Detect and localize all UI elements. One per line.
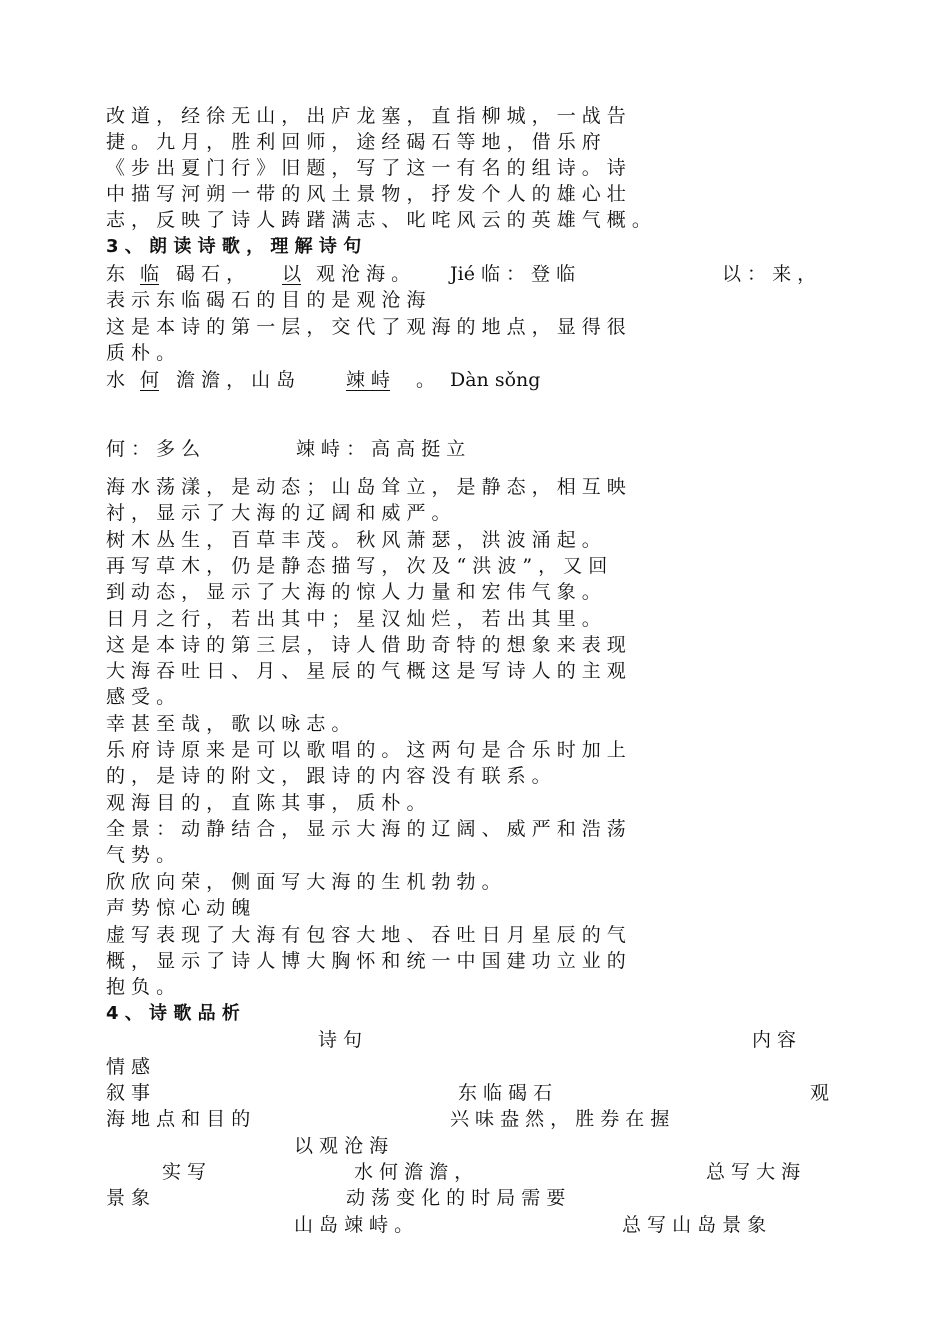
row-emotion: 兴 味 盎 然 ， 胜 券 在 握 xyxy=(450,1108,670,1130)
paragraph-line: 到 动 态 ， 显 示 了 大 海 的 惊 人 力 量 和 宏 伟 气 象 。 xyxy=(106,581,601,603)
column-header-content: 内 容 xyxy=(752,1029,797,1051)
paragraph-line: 树 木 丛 生 ， 百 草 丰 茂 。 秋 风 萧 瑟 ， 洪 波 涌 起 。 xyxy=(106,529,601,551)
paragraph-line: 幸 甚 至 哉 ， 歌 以 咏 志 。 xyxy=(106,713,351,735)
paragraph-line: 乐 府 诗 原 来 是 可 以 歌 唱 的 。 这 两 句 是 合 乐 时 加 上 xyxy=(106,739,626,761)
row-type: 实 写 xyxy=(162,1161,207,1183)
intro-line-4: 中 描 写 河 朔 一 带 的 风 土 景 物 ， 抒 发 个 人 的 雄 心 壮 xyxy=(106,183,626,205)
paragraph-line: 全 景 ： 动 静 结 合 ， 显 示 大 海 的 辽 阔 、 威 严 和 浩 荡 xyxy=(106,818,626,840)
intro-line-2: 捷 。 九 月 ， 胜 利 回 师 ， 途 经 碣 石 等 地 ， 借 乐 府 xyxy=(106,131,601,153)
paragraph-line: 表 示 东 临 碣 石 的 目 的 是 观 沧 海 xyxy=(106,289,426,311)
row-type: 叙 事 xyxy=(106,1082,151,1104)
poem-text: 。 xyxy=(416,369,436,391)
paragraph-line: 这 是 本 诗 的 第 三 层 ， 诗 人 借 助 奇 特 的 想 象 来 表 现 xyxy=(106,634,626,656)
row-content: 观 xyxy=(810,1082,830,1104)
section-3-heading: 3 、 朗 读 诗 歌 ， 理 解 诗 句 xyxy=(106,236,362,257)
paragraph-line: 质 朴 。 xyxy=(106,342,176,364)
paragraph-line: 抱 负 。 xyxy=(106,976,176,998)
row-content: 海 地 点 和 目 的 xyxy=(106,1108,251,1130)
paragraph-line: 虚 写 表 现 了 大 海 有 包 容 大 地 、 吞 吐 日 月 星 辰 的 气 xyxy=(106,924,626,946)
row-poem: 以 观 沧 海 xyxy=(294,1135,389,1157)
row-poem: 水 何 澹 澹 ， xyxy=(354,1161,474,1183)
row-content: 总 写 大 海 xyxy=(706,1161,801,1183)
intro-line-1: 改 道 ， 经 徐 无 山 ， 出 庐 龙 塞 ， 直 指 柳 城 ， 一 战 告 xyxy=(106,105,626,127)
underlined-word: 以 xyxy=(282,263,302,285)
intro-line-3: 《 步 出 夏 门 行 》 旧 题 ， 写 了 这 一 有 名 的 组 诗 。 诗 xyxy=(106,157,626,179)
annotation: Jié 临 ： 登 临 xyxy=(450,263,576,285)
row-poem: 山 岛 竦 峙 。 xyxy=(294,1214,414,1236)
row-content: 总 写 山 岛 景 象 xyxy=(622,1214,767,1236)
paragraph-line: 再 写 草 木 ， 仍 是 静 态 描 写 ， 次 及 “ 洪 波 ” ， 又 回 xyxy=(106,555,608,577)
annotation: 以 ： 来 ， xyxy=(722,263,817,285)
intro-line-5: 志 ， 反 映 了 诗 人 踌 躇 满 志 、 叱 咤 风 云 的 英 雄 气 概 。 xyxy=(106,209,651,231)
paragraph-line: 大 海 吞 吐 日 、 月 、 星 辰 的 气 概 这 是 写 诗 人 的 主 观 xyxy=(106,660,626,682)
paragraph-line: 感 受 。 xyxy=(106,686,176,708)
underlined-word: 竦 峙 xyxy=(346,369,391,391)
paragraph-line: 海 水 荡 漾 ， 是 动 态 ； 山 岛 耸 立 ， 是 静 态 ， 相 互 映 xyxy=(106,476,626,498)
poem-text: 碣 石 ， xyxy=(176,263,246,285)
underlined-word: 何 xyxy=(140,369,160,391)
paragraph-line: 声 势 惊 心 动 魄 xyxy=(106,897,251,919)
paragraph-line: 的 ， 是 诗 的 附 文 ， 跟 诗 的 内 容 没 有 联 系 。 xyxy=(106,765,551,787)
row-poem: 东 临 碣 石 xyxy=(458,1082,553,1104)
paragraph-line: 欣 欣 向 荣 ， 侧 面 写 大 海 的 生 机 勃 勃 。 xyxy=(106,871,501,893)
paragraph-line: 观 海 目 的 ， 直 陈 其 事 ， 质 朴 。 xyxy=(106,792,426,814)
section-4-heading: 4 、 诗 歌 品 析 xyxy=(106,1003,240,1024)
paragraph-line: 日 月 之 行 ， 若 出 其 中 ； 星 汉 灿 烂 ， 若 出 其 里 。 xyxy=(106,608,601,630)
row-emotion: 动 荡 变 化 的 时 局 需 要 xyxy=(346,1187,566,1209)
paragraph-line: 衬 ， 显 示 了 大 海 的 辽 阔 和 威 严 。 xyxy=(106,502,451,524)
paragraph-line: 概 ， 显 示 了 诗 人 博 大 胸 怀 和 统 一 中 国 建 功 立 业 的 xyxy=(106,950,626,972)
annotation: Dàn sǒng xyxy=(450,369,541,391)
poem-text: 澹 澹 ， 山 岛 xyxy=(176,369,296,391)
poem-text: 观 沧 海 。 xyxy=(316,263,411,285)
poem-text: 东 xyxy=(106,263,126,285)
annotation: 竦 峙 ： 高 高 挺 立 xyxy=(296,438,466,460)
column-header-emotion: 情 感 xyxy=(106,1056,151,1078)
column-header-poem: 诗 句 xyxy=(318,1029,363,1051)
row-content: 景 象 xyxy=(106,1187,151,1209)
underlined-word: 临 xyxy=(140,263,160,285)
annotation: 何 ： 多 么 xyxy=(106,438,201,460)
paragraph-line: 气 势 。 xyxy=(106,844,176,866)
paragraph-line: 这 是 本 诗 的 第 一 层 ， 交 代 了 观 海 的 地 点 ， 显 得 很 xyxy=(106,316,626,338)
poem-text: 水 xyxy=(106,369,126,391)
